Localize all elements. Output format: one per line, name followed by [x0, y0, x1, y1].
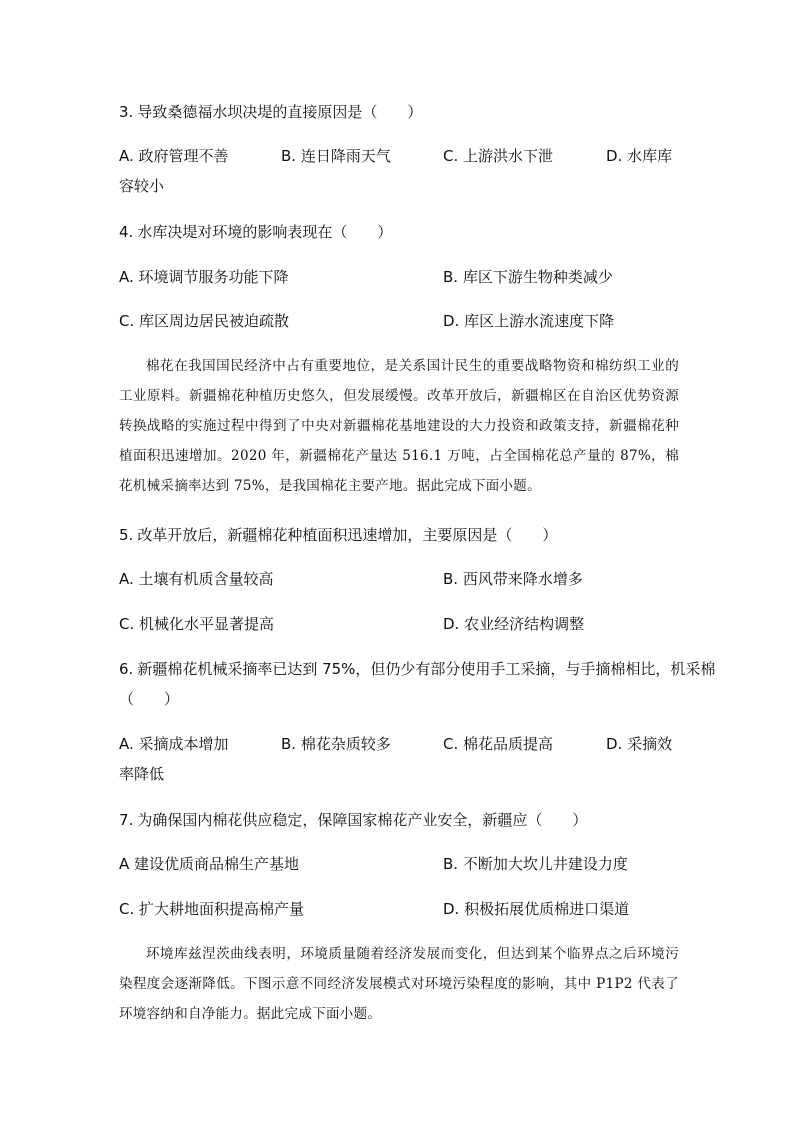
question-3	[119, 97, 679, 127]
option-b: B. 不断加大坎儿井建设力度	[443, 855, 628, 873]
question-6-stem-continuation: （ ）	[119, 690, 180, 708]
question-stem: 水库决堤对环境的影响表现在（ ）	[137, 223, 393, 241]
option-d-continuation: 率降低	[119, 765, 165, 783]
question-4	[119, 217, 679, 247]
option-c: C. 库区周边居民被迫疏散	[119, 312, 290, 330]
option-d: D. 库区上游水流速度下降	[443, 312, 615, 330]
question-number: 4.	[119, 223, 134, 241]
question-4-options-row-1	[119, 262, 679, 292]
option-d: D. 采摘效	[606, 735, 673, 753]
option-a: A. 环境调节服务功能下降	[119, 268, 289, 286]
option-b: B. 棉花杂质较多	[281, 735, 391, 753]
question-5	[119, 520, 679, 550]
question-stem: 为确保国内棉花供应稳定，保障国家棉花产业安全，新疆应（ ）	[137, 811, 588, 829]
question-6-options	[119, 729, 679, 759]
question-4-options-row-2	[119, 306, 679, 336]
question-3-options	[119, 141, 679, 171]
option-c: C. 机械化水平显著提高	[119, 615, 275, 633]
option-b: B. 库区下游生物种类减少	[443, 268, 613, 286]
option-b: B. 西风带来降水增多	[443, 570, 583, 588]
question-7	[119, 805, 679, 835]
option-a: A. 采摘成本增加	[119, 735, 229, 753]
option-b: B. 连日降雨天气	[281, 147, 391, 165]
option-a: A 建设优质商品棉生产基地	[119, 855, 300, 873]
option-d: D. 积极拓展优质棉进口渠道	[443, 900, 630, 918]
reading-passage-cotton: 棉花在我国国民经济中占有重要地位，是关系国计民生的重要战略物资和棉纺织工业的工业原料。新疆棉花种植历史悠久，但发展缓慢。改革开放后，新疆棉区在自治区优势资源转换战略的实施过程中得到了中央对新疆棉花基地建设的大力投资和政策支持，新疆棉花种植面积迅速增加。2020 年，新疆棉花产量达 516.1 万吨，占全国棉花总产量的 87%，棉花机械采摘率达到 75%，是我国棉花主要产地。据此完成下面小题。	[119, 358, 679, 494]
question-7-options-row-1	[119, 849, 679, 879]
option-a: A. 土壤有机质含量较高	[119, 570, 274, 588]
question-number: 3.	[119, 103, 134, 121]
option-d: D. 农业经济结构调整	[443, 615, 585, 633]
question-number: 6.	[119, 660, 134, 678]
option-d: D. 水库库	[606, 147, 673, 165]
question-5-options-row-2	[119, 609, 679, 639]
question-number: 5.	[119, 526, 134, 544]
question-number: 7.	[119, 811, 134, 829]
option-a: A. 政府管理不善	[119, 147, 229, 165]
reading-passage-kuznets-curve: 环境库兹涅茨曲线表明，环境质量随着经济发展而变化，但达到某个临界点之后环境污染程度会逐渐降低。下图示意不同经济发展模式对环境污染程度的影响，其中 P1P2 代表了环境容纳和自净能力。据此完成下面小题。	[119, 946, 679, 1022]
option-c: C. 棉花品质提高	[443, 735, 554, 753]
question-stem: 改革开放后，新疆棉花种植面积迅速增加，主要原因是（ ）	[137, 526, 558, 544]
option-d-continuation: 容较小	[119, 177, 165, 195]
question-5-options-row-1	[119, 564, 679, 594]
option-c: C. 扩大耕地面积提高棉产量	[119, 900, 305, 918]
question-stem: 新疆棉花机械采摘率已达到 75%，但仍少有部分使用手工采摘，与手摘棉相比，机采棉	[137, 660, 716, 678]
question-7-options-row-2	[119, 894, 679, 924]
question-6	[119, 654, 716, 684]
option-c: C. 上游洪水下泄	[443, 147, 554, 165]
question-stem: 导致桑德福水坝决堤的直接原因是（ ）	[137, 103, 423, 121]
